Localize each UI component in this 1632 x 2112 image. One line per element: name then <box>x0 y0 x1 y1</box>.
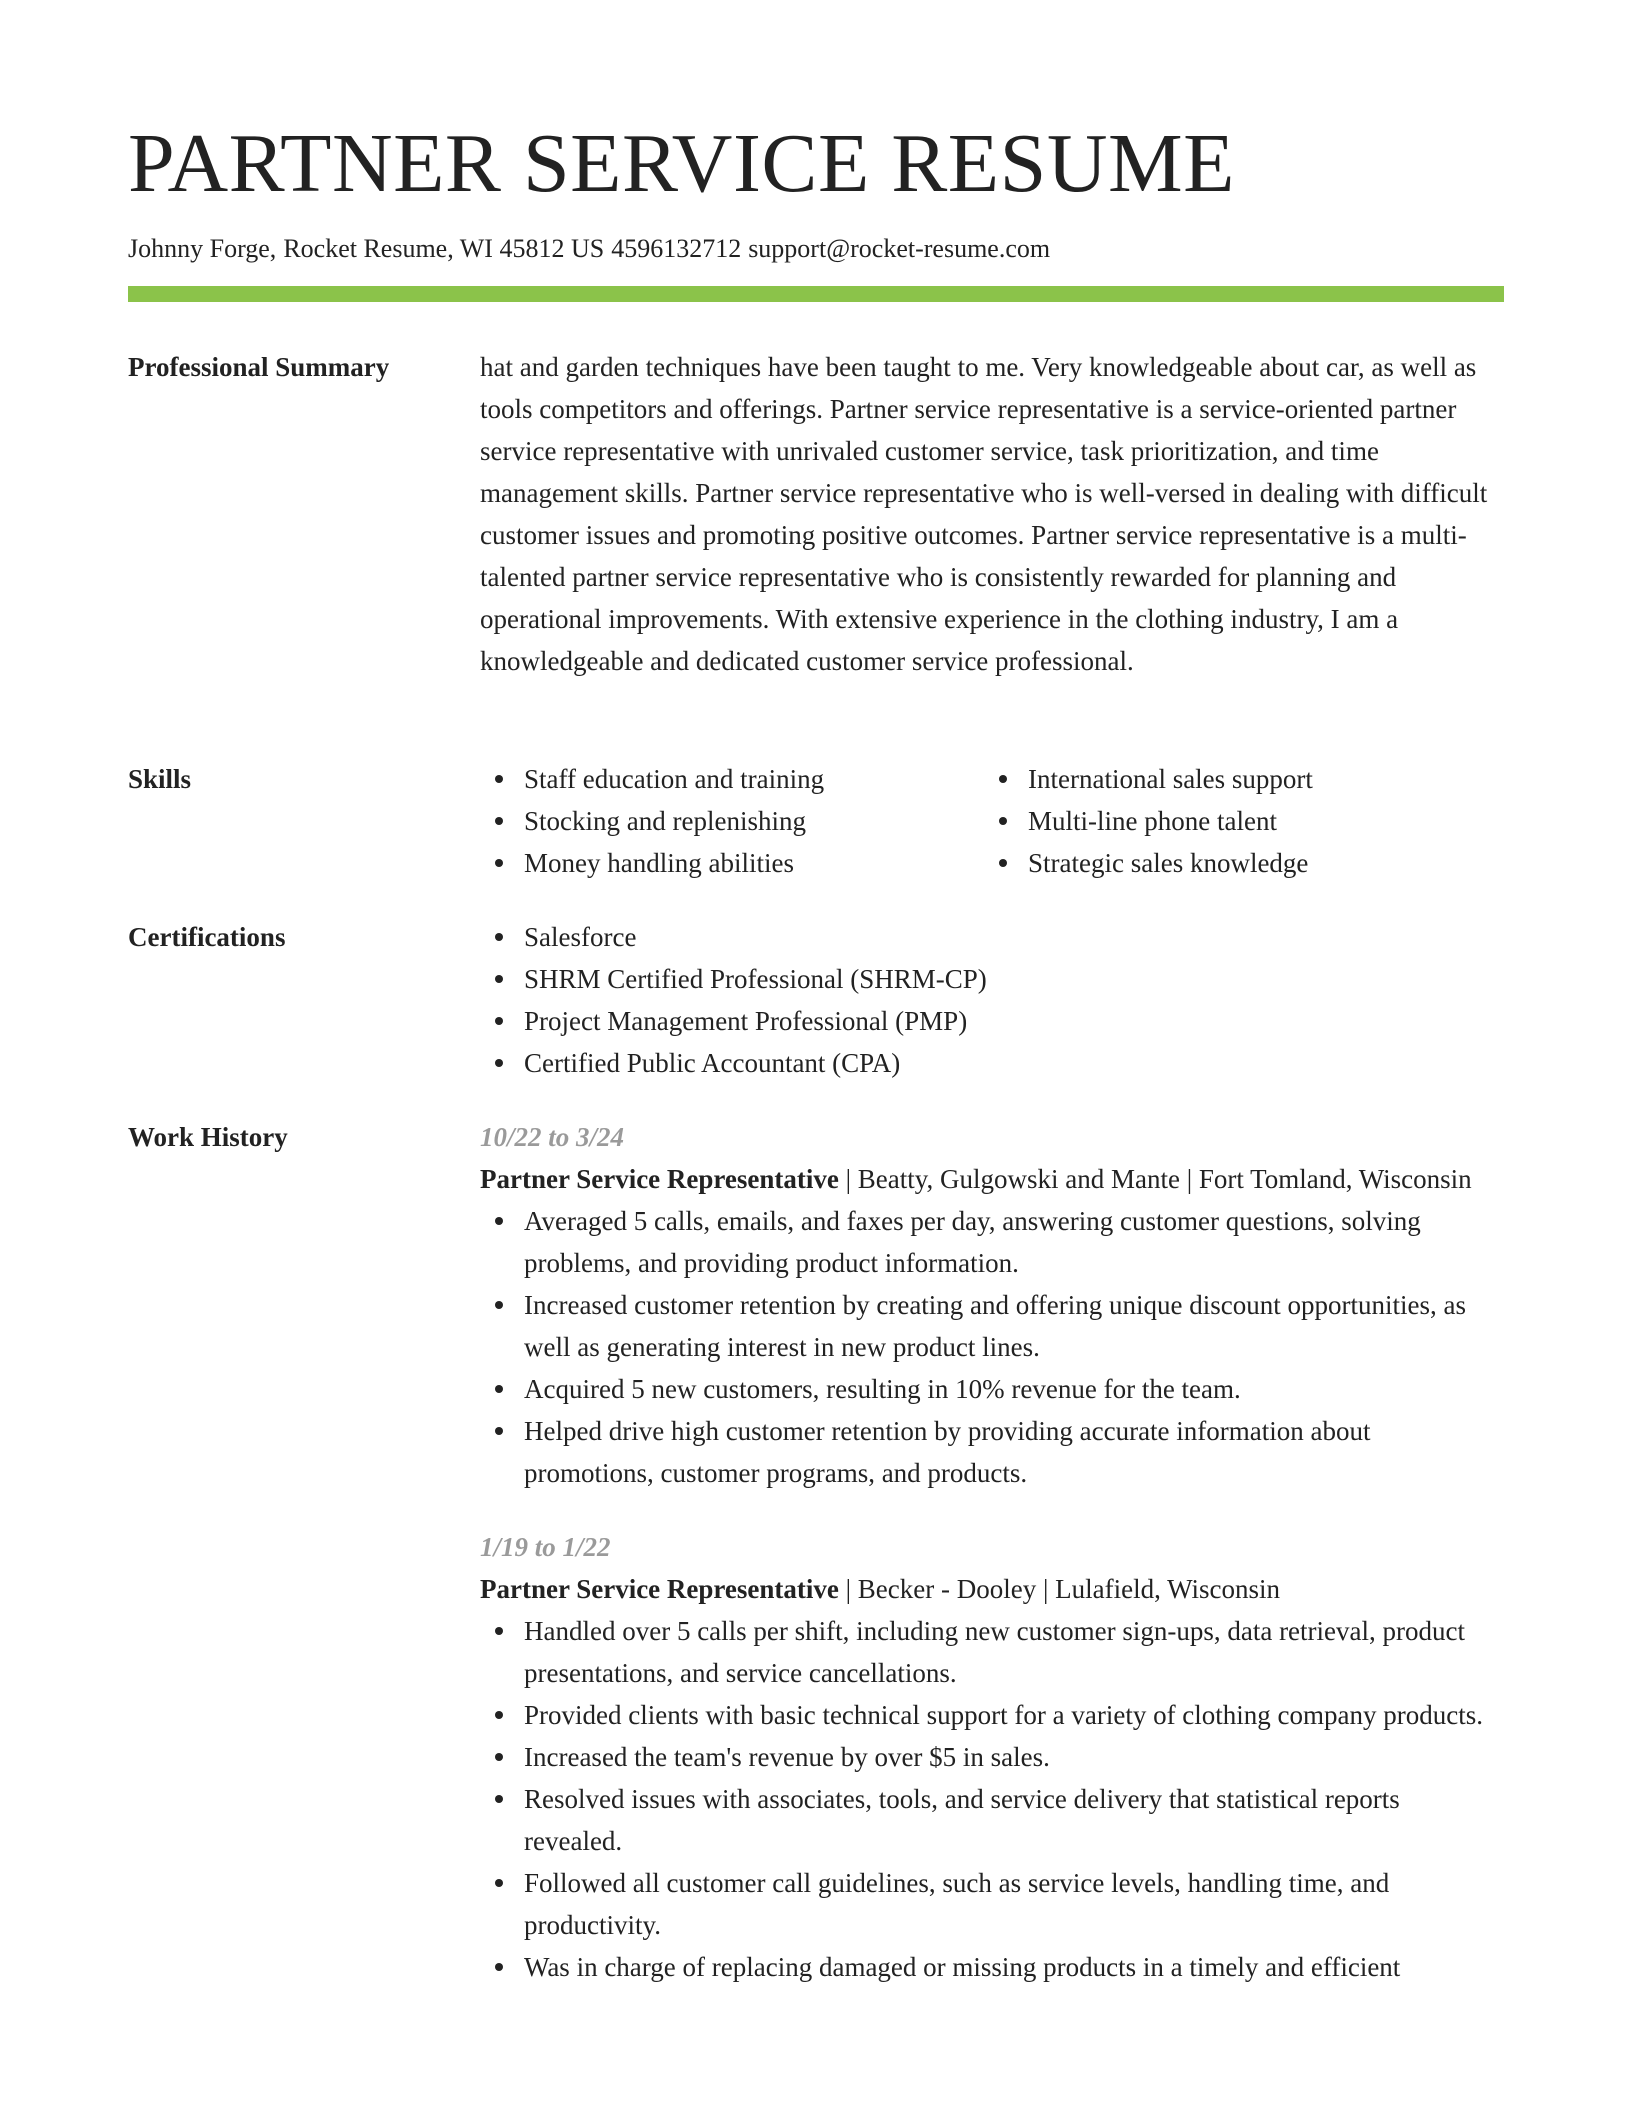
contact-phone: 4596132712 <box>611 234 742 263</box>
summary-text: hat and garden techniques have been taught to me. Very knowledgeable about car, as well as tools competitors and offerings. Partner service representative is a service-oriented partner service representative with unrivaled customer service, task prioritization, and time management skills. Partner service representative who is well-versed in dealing with difficult customer issues and promoting positive outcomes. Partner service representative is a multi-talented partner service representative who is consistently rewarded for planning and operational improvements. With extensive experience in the clothing industry, I am a knowledgeable and dedicated customer service professional. <box>480 352 1488 676</box>
skills-column-left <box>480 758 984 884</box>
job-details: | Beatty, Gulgowski and Mante | Fort Tomland, Wisconsin <box>838 1164 1472 1194</box>
job-title: Partner Service Representative <box>480 1164 839 1194</box>
skill-item: Staff education and training <box>480 758 984 800</box>
job-bullet: Averaged 5 calls, emails, and faxes per day, answering customer questions, solving problems, and providing product information. <box>480 1200 1504 1284</box>
certifications-body <box>480 916 1504 1084</box>
job-bullet: Was in charge of replacing damaged or missing products in a timely and efficient <box>480 1946 1504 1988</box>
job-bullets <box>480 1200 1504 1494</box>
job-bullet: Resolved issues with associates, tools, and service delivery that statistical reports revealed. <box>480 1778 1504 1862</box>
skill-item: International sales support <box>984 758 1488 800</box>
job-bullets <box>480 1610 1504 1988</box>
work-history-label: Work History <box>128 1122 288 1152</box>
header-divider <box>128 286 1504 302</box>
certification-item: Project Management Professional (PMP) <box>480 1000 1504 1042</box>
certification-item: SHRM Certified Professional (SHRM-CP) <box>480 958 1504 1000</box>
certification-item: Salesforce <box>480 916 1504 958</box>
contact-name: Johnny Forge, <box>128 234 277 263</box>
job-bullet: Helped drive high customer retention by providing accurate information about promotions, customer programs, and products. <box>480 1410 1504 1494</box>
job-dates: 1/19 to 1/22 <box>480 1532 611 1562</box>
job-heading <box>480 1568 1504 1610</box>
skill-item: Multi-line phone talent <box>984 800 1488 842</box>
certifications-label: Certifications <box>128 922 286 952</box>
job-bullet: Followed all customer call guidelines, such as service levels, handling time, and productivity. <box>480 1862 1504 1946</box>
certifications-list <box>480 916 1504 1084</box>
skills-column-right <box>984 758 1488 884</box>
job-bullet: Acquired 5 new customers, resulting in 10% revenue for the team. <box>480 1368 1504 1410</box>
job-entry <box>480 1526 1504 1988</box>
contact-line <box>128 232 1050 266</box>
skill-item: Strategic sales knowledge <box>984 842 1488 884</box>
job-title: Partner Service Representative <box>480 1574 839 1604</box>
contact-location: Rocket Resume, WI 45812 US <box>283 234 605 263</box>
job-bullet: Handled over 5 calls per shift, including new customer sign-ups, data retrieval, product presentations, and service cancellations. <box>480 1610 1504 1694</box>
job-bullet: Provided clients with basic technical support for a variety of clothing company products. <box>480 1694 1504 1736</box>
job-bullet: Increased customer retention by creating and offering unique discount opportunities, as well as generating interest in new product lines. <box>480 1284 1504 1368</box>
skill-item: Money handling abilities <box>480 842 984 884</box>
job-dates: 10/22 to 3/24 <box>480 1122 625 1152</box>
skill-item: Stocking and replenishing <box>480 800 984 842</box>
job-details: | Becker - Dooley | Lulafield, Wisconsin <box>838 1574 1280 1604</box>
work-history-body <box>480 1116 1504 1988</box>
summary-body <box>480 346 1504 682</box>
resume-title: PARTNER SERVICE RESUME <box>128 117 1235 210</box>
skills-label: Skills <box>128 764 192 794</box>
certification-item: Certified Public Accountant (CPA) <box>480 1042 1504 1084</box>
summary-label: Professional Summary <box>128 352 390 382</box>
job-heading <box>480 1158 1504 1200</box>
skills-list <box>480 758 1504 884</box>
job-entry <box>480 1116 1504 1494</box>
contact-email: support@rocket-resume.com <box>748 234 1051 263</box>
job-bullet: Increased the team's revenue by over $5 in sales. <box>480 1736 1504 1778</box>
